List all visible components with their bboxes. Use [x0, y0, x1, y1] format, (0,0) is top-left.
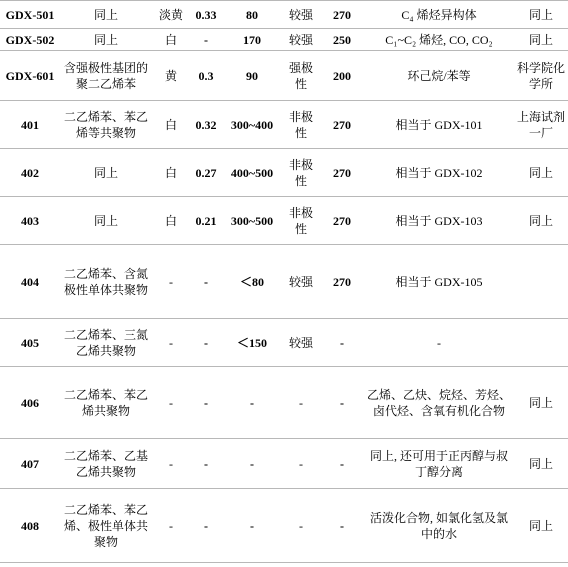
color-cell: - — [152, 367, 190, 439]
max-temperature-cell: 250 — [320, 29, 364, 51]
application-cell: 相当于 GDX-102 — [364, 149, 514, 197]
polarity-cell: 较强 — [282, 29, 320, 51]
polarity-cell: - — [282, 367, 320, 439]
product-code-cell: 408 — [0, 489, 60, 563]
max-temperature-cell: 270 — [320, 101, 364, 149]
application-cell: 环己烷/苯等 — [364, 51, 514, 101]
product-code-cell: 403 — [0, 197, 60, 245]
density-cell: - — [190, 367, 222, 439]
product-code-cell: GDX-502 — [0, 29, 60, 51]
product-code-cell: GDX-601 — [0, 51, 60, 101]
density-cell: - — [190, 489, 222, 563]
color-cell: 白 — [152, 149, 190, 197]
polarity-cell: 强极性 — [282, 51, 320, 101]
color-cell: - — [152, 439, 190, 489]
polymer-type-cell: 二乙烯苯、苯乙烯共聚物 — [60, 367, 152, 439]
polymer-type-cell: 同上 — [60, 1, 152, 29]
polarity-cell: 非极性 — [282, 101, 320, 149]
application-cell: 活泼化合物, 如氯化氢及氯中的水 — [364, 489, 514, 563]
application-cell: 相当于 GDX-103 — [364, 197, 514, 245]
max-temperature-cell: 270 — [320, 245, 364, 319]
density-cell: 0.33 — [190, 1, 222, 29]
polarity-cell: - — [282, 439, 320, 489]
surface-area-cell: - — [222, 489, 282, 563]
manufacturer-cell: 同上 — [514, 197, 568, 245]
density-cell: - — [190, 439, 222, 489]
manufacturer-cell: 同上 — [514, 439, 568, 489]
polymer-type-cell: 二乙烯苯、三氮乙烯共聚物 — [60, 319, 152, 367]
table-row — [0, 439, 568, 489]
manufacturer-cell: 科学院化学所 — [514, 51, 568, 101]
max-temperature-cell: 270 — [320, 149, 364, 197]
polymer-type-cell: 二乙烯苯、乙基乙烯共聚物 — [60, 439, 152, 489]
manufacturer-cell — [514, 319, 568, 367]
table-row — [0, 149, 568, 197]
color-cell: 淡黄 — [152, 1, 190, 29]
product-code-cell: 405 — [0, 319, 60, 367]
manufacturer-cell — [514, 245, 568, 319]
color-cell: 白 — [152, 101, 190, 149]
table-row — [0, 367, 568, 439]
polymer-type-cell: 同上 — [60, 197, 152, 245]
polarity-cell: 较强 — [282, 319, 320, 367]
max-temperature-cell: - — [320, 319, 364, 367]
table-row — [0, 29, 568, 51]
density-cell: 0.3 — [190, 51, 222, 101]
polymer-type-cell: 二乙烯苯、苯乙烯、极性单体共聚物 — [60, 489, 152, 563]
table-row — [0, 245, 568, 319]
color-cell: - — [152, 319, 190, 367]
table-row — [0, 489, 568, 563]
density-cell: 0.21 — [190, 197, 222, 245]
table-row — [0, 101, 568, 149]
max-temperature-cell: 200 — [320, 51, 364, 101]
application-cell: 同上, 还可用于正丙醇与叔丁醇分离 — [364, 439, 514, 489]
surface-area-cell: ＜150 — [222, 319, 282, 367]
surface-area-cell: 400~500 — [222, 149, 282, 197]
application-cell: 相当于 GDX-101 — [364, 101, 514, 149]
color-cell: 黄 — [152, 51, 190, 101]
table-row — [0, 1, 568, 29]
product-code-cell: 401 — [0, 101, 60, 149]
product-code-cell: 402 — [0, 149, 60, 197]
application-cell: C₁~C₂ 烯烃, CO, CO₂ — [364, 29, 514, 51]
max-temperature-cell: - — [320, 439, 364, 489]
max-temperature-cell: - — [320, 367, 364, 439]
color-cell: - — [152, 489, 190, 563]
surface-area-cell: 170 — [222, 29, 282, 51]
polarity-cell: 较强 — [282, 1, 320, 29]
surface-area-cell: 80 — [222, 1, 282, 29]
density-cell: 0.27 — [190, 149, 222, 197]
polymer-type-cell: 同上 — [60, 29, 152, 51]
color-cell: 白 — [152, 29, 190, 51]
manufacturer-cell: 上海试剂一厂 — [514, 101, 568, 149]
max-temperature-cell: 270 — [320, 1, 364, 29]
manufacturer-cell: 同上 — [514, 1, 568, 29]
polymer-type-cell: 含强极性基团的聚二乙烯苯 — [60, 51, 152, 101]
polarity-cell: 非极性 — [282, 149, 320, 197]
polarity-cell: 较强 — [282, 245, 320, 319]
manufacturer-cell: 同上 — [514, 489, 568, 563]
density-cell: - — [190, 245, 222, 319]
density-cell: - — [190, 319, 222, 367]
polymer-type-cell: 二乙烯苯、含氮极性单体共聚物 — [60, 245, 152, 319]
product-code-cell: 406 — [0, 367, 60, 439]
surface-area-cell: - — [222, 367, 282, 439]
surface-area-cell: 90 — [222, 51, 282, 101]
polarity-cell: - — [282, 489, 320, 563]
surface-area-cell: - — [222, 439, 282, 489]
density-cell: 0.32 — [190, 101, 222, 149]
polymer-type-cell: 二乙烯苯、苯乙烯等共聚物 — [60, 101, 152, 149]
application-cell: - — [364, 319, 514, 367]
color-cell: - — [152, 245, 190, 319]
application-cell: 相当于 GDX-105 — [364, 245, 514, 319]
table-row — [0, 197, 568, 245]
surface-area-cell: 300~400 — [222, 101, 282, 149]
table-body — [0, 1, 568, 563]
product-code-cell: GDX-501 — [0, 1, 60, 29]
application-cell: C₄ 烯烃异构体 — [364, 1, 514, 29]
product-code-cell: 407 — [0, 439, 60, 489]
application-cell: 乙烯、乙炔、烷烃、芳烃、卤代烃、含氧有机化合物 — [364, 367, 514, 439]
surface-area-cell: 300~500 — [222, 197, 282, 245]
manufacturer-cell: 同上 — [514, 149, 568, 197]
max-temperature-cell: 270 — [320, 197, 364, 245]
surface-area-cell: ＜80 — [222, 245, 282, 319]
table-row — [0, 51, 568, 101]
color-cell: 白 — [152, 197, 190, 245]
manufacturer-cell: 同上 — [514, 367, 568, 439]
polarity-cell: 非极性 — [282, 197, 320, 245]
max-temperature-cell: - — [320, 489, 364, 563]
table-row — [0, 319, 568, 367]
polymer-type-cell: 同上 — [60, 149, 152, 197]
density-cell: - — [190, 29, 222, 51]
product-code-cell: 404 — [0, 245, 60, 319]
manufacturer-cell: 同上 — [514, 29, 568, 51]
